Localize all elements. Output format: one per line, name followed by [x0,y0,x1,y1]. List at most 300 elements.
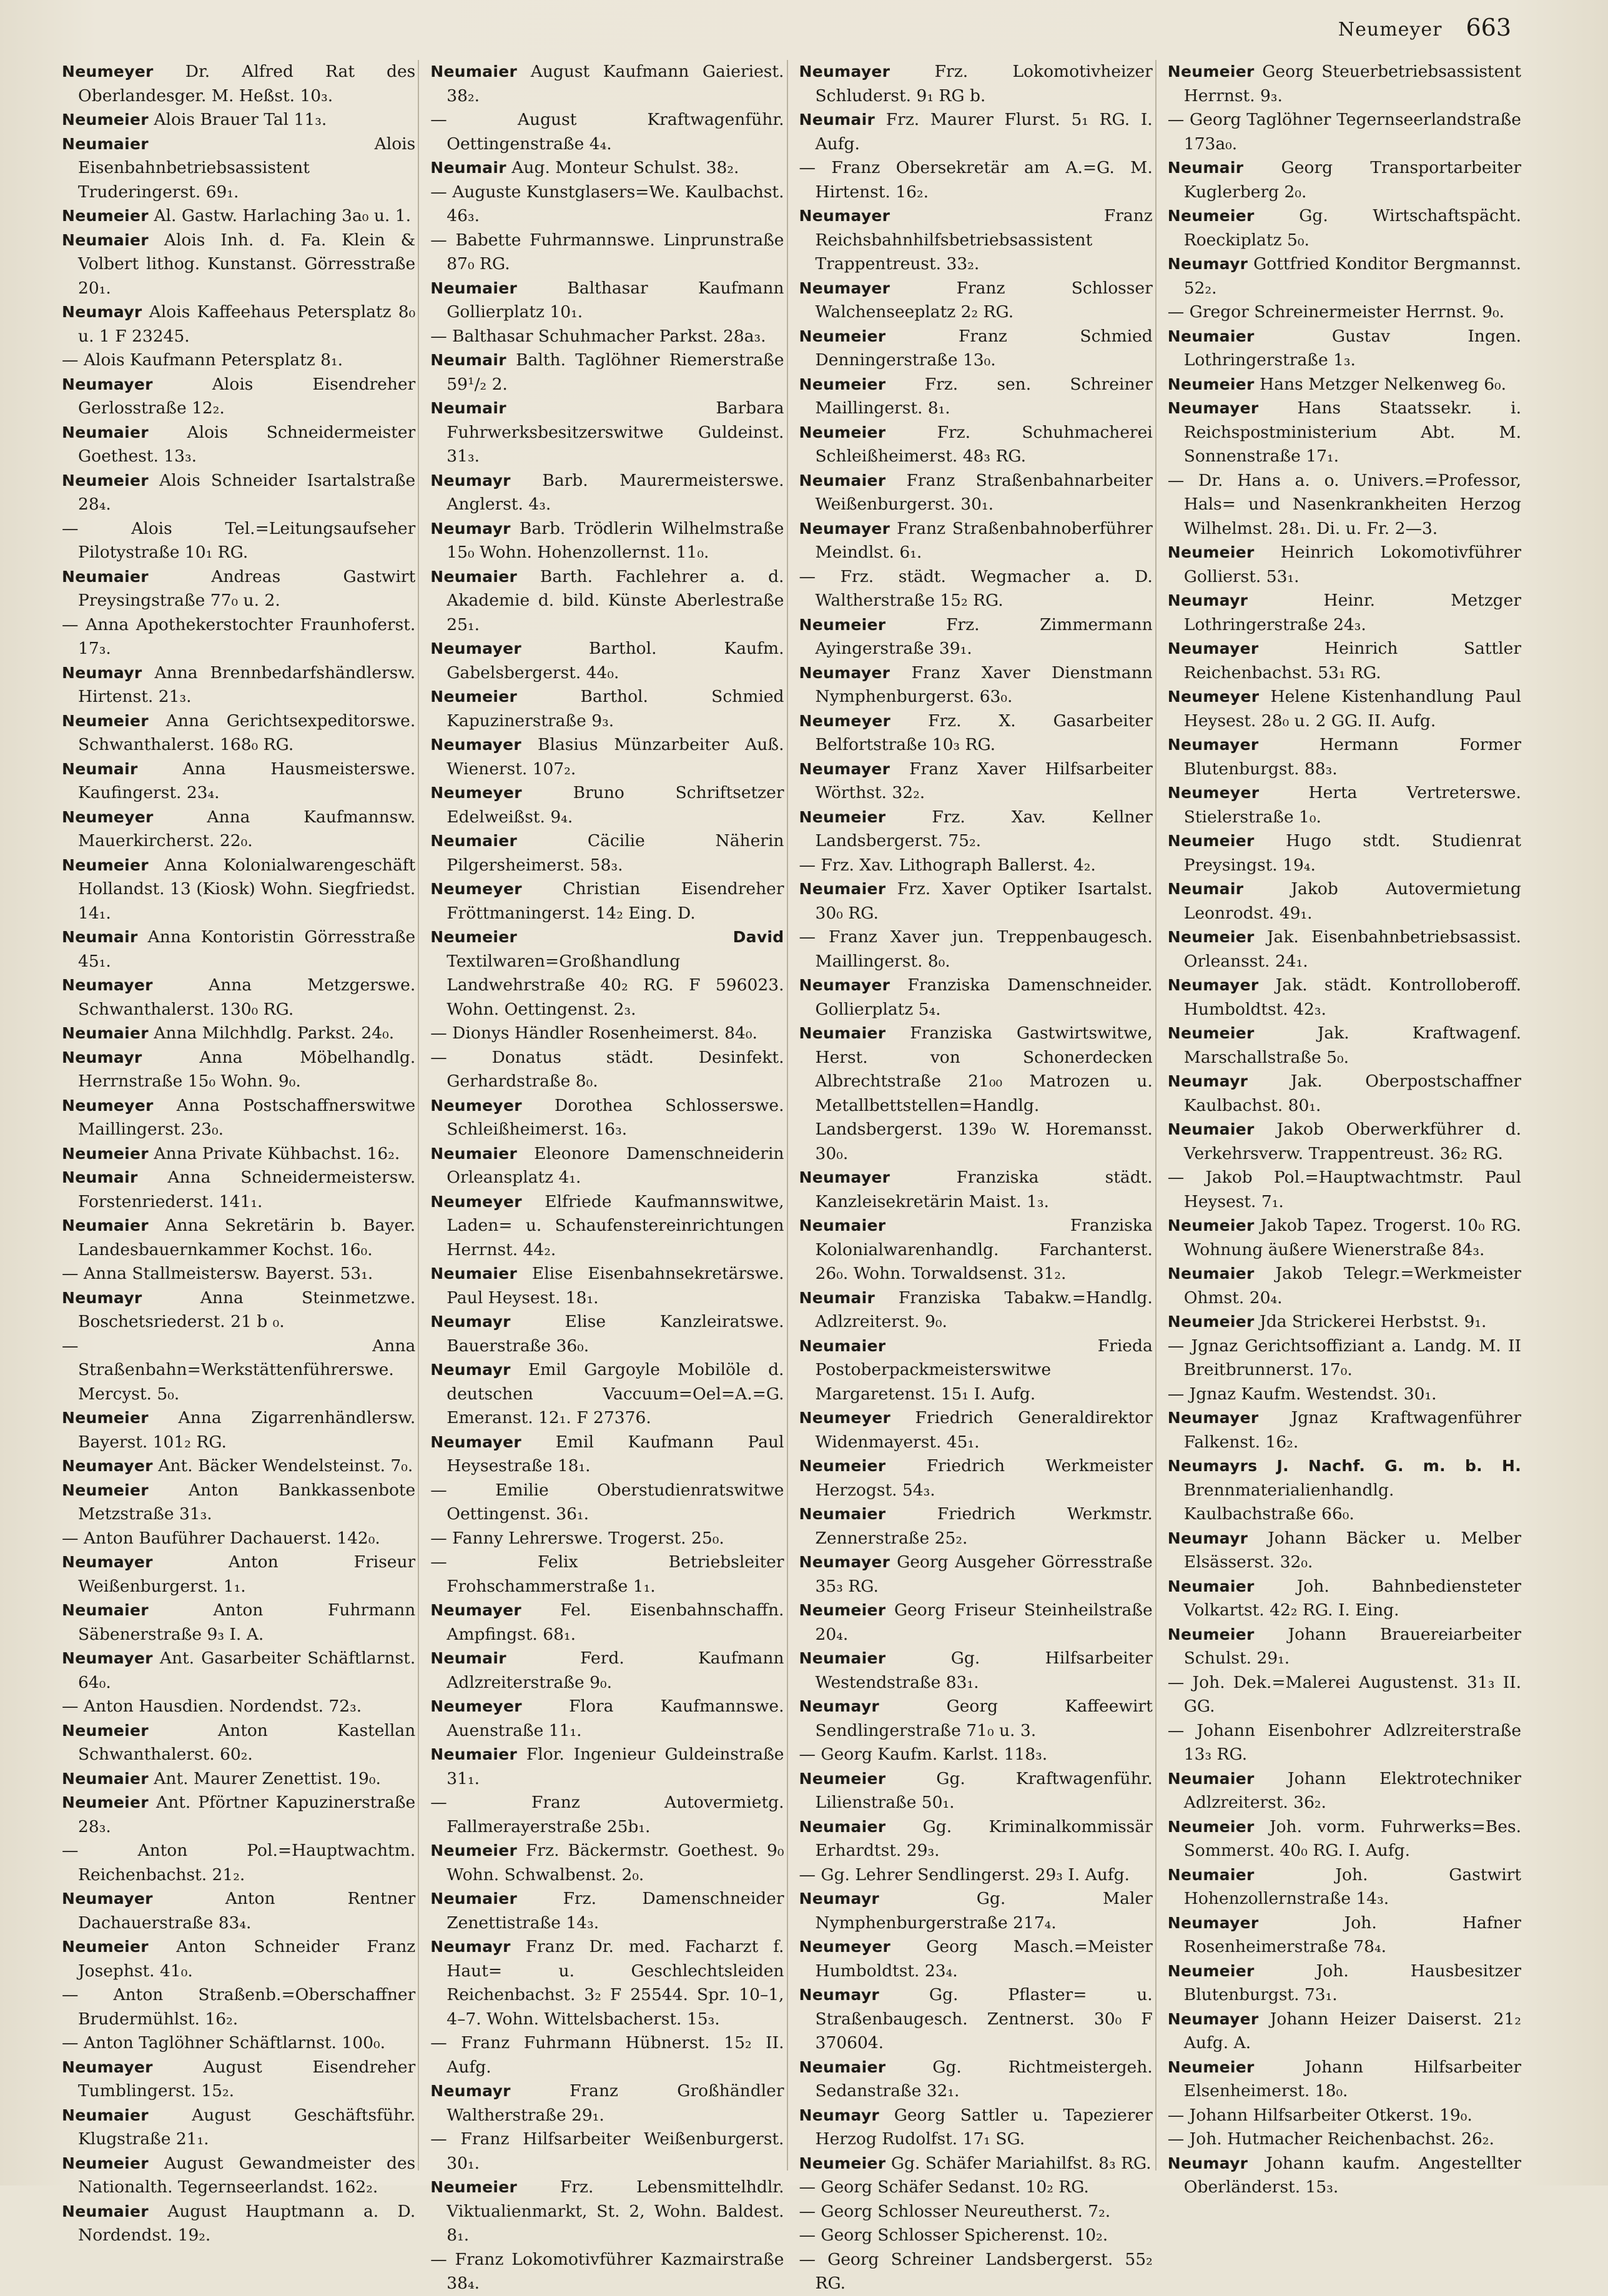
entry-details: — Franz Lokomotivführer Kazmairstraße 38₄. [430,2249,784,2293]
directory-entry [799,156,1153,204]
entry-surname: Neumayer [1167,2009,1259,2028]
entry-surname: Neumair [430,159,506,177]
entry-details: August Gewandmeister des Nationalth. Tegernseerlandst. 162₂. [78,2153,416,2197]
entry-surname: Neumayer [62,375,153,393]
directory-entry [799,1022,1153,1166]
directory-entry [430,469,784,517]
directory-entry [799,1502,1153,1550]
entry-surname: Neumaier [799,880,886,898]
entry-surname: Neumeier [1167,543,1255,561]
entry-surname: Neumaier [1167,1120,1255,1138]
directory-entry [430,156,784,180]
entry-surname: Neumaier [799,1216,886,1234]
entry-surname: Neumayr [430,2082,511,2100]
directory-entry [62,806,415,854]
entry-surname: Neumeier [1167,1817,1255,1836]
entry-details: Franz Dr. med. Facharzt f. Haut= u. Geschlechtsleiden Reichenbachst. 3₂ F 25544. Spr. 10–1, 4–7. Wohn. Wittelsbacherst. 15₃. [446,1937,784,2029]
entry-details: Friedrich Generaldirektor Widenmayerst. 45₁. [815,1408,1153,1452]
entry-details: — Babette Fuhrmannswe. Linprunstraße 87₀ RG. [430,230,784,273]
entry-details: Heinrich Lokomotivführer Gollierst. 53₁. [1183,543,1521,586]
entry-details: — Anna Stallmeistersw. Bayerst. 53₁. [62,1264,373,1283]
entry-details: Jakob Tapez. Trogerst. 10₀ RG. Wohnung äußere Wienerstraße 84₃. [1183,1216,1521,1259]
entry-surname: Neumeier [1167,1625,1255,1643]
directory-entry [62,300,415,348]
directory-entry [799,1983,1153,2056]
entry-surname: Neumayr [62,1288,142,1307]
entry-details: Joh. Hausbesitzer Blutenburgst. 73₁. [1183,1961,1521,2004]
entry-details: — Georg Kaufm. Karlst. 118₃. [799,1745,1048,1764]
entry-details: Franz Reichsbahnhilfsbetriebsassistent Trappentreust. 33₂. [815,206,1153,273]
directory-entry [62,1334,415,1407]
column-4 [1165,60,1524,2197]
directory-entry [430,397,784,469]
entry-details: August Kaufmann Gaieriest. 38₂. [446,62,784,106]
directory-entry [1168,1527,1521,1575]
entry-surname: Neumeier [62,711,149,730]
entry-surname: Neumaier [799,2057,886,2076]
entry-details: Emil Kaufmann Paul Heysestraße 18₁. [446,1432,784,1476]
entry-details: Flor. Ingenieur Guldeinstraße 31₁. [446,1745,784,1788]
directory-entry [430,180,784,229]
directory-entry [62,709,415,757]
directory-entry [62,108,415,132]
entry-details: Georg Kaffeewirt Sendlingerstraße 71₀ u. 3. [815,1697,1153,1740]
page-number: 663 [1466,14,1511,41]
entry-surname: Neumeier [1167,2057,1255,2076]
directory-entry [1168,2127,1521,2152]
entry-details: Aug. Monteur Schulst. 38₂. [511,158,739,177]
entry-surname: Neumayr [799,1890,880,1908]
entry-surname: Neumeyer [62,1096,154,1115]
entry-surname: Neumaier [430,1264,518,1283]
entry-details: Anton Schneider Franz Josephst. 41₀. [78,1937,416,1981]
directory-entry [1168,1671,1521,1719]
entry-details: Alois Eisendreher Gerlosstraße 12₂. [78,374,416,418]
entry-surname: Neumaier [430,1144,518,1163]
entry-details: — Gg. Lehrer Sendlingerst. 29₃ I. Aufg. [799,1865,1130,1885]
entry-details: Anna Sekretärin b. Bayer. Landesbauernkammer Kochst. 16₀. [78,1216,416,1259]
directory-entry [430,1094,784,1142]
entry-surname: Neumayer [430,1601,522,1619]
directory-entry [62,469,415,517]
entry-details: — Jakob Pol.=Hauptwachtmstr. Paul Heysest. 7₁. [1167,1168,1521,1211]
directory-entry [799,1815,1153,1863]
entry-details: Anna Kaufmannsw. Mauerkircherst. 22₀. [78,807,416,850]
entry-surname: Neumaier [430,1890,518,1908]
entry-details: Franz Schmied Denningerstraße 13₀. [815,326,1153,370]
entry-details: Frz. Schuhmacherei Schleißheimerst. 48₃ RG. [815,422,1153,466]
entry-details: Friedrich Werkmeister Herzogst. 54₃. [815,1456,1153,1500]
entry-details: — Georg Schlosser Spicherenst. 10₂. [799,2225,1108,2245]
entry-details: Cäcilie Näherin Pilgersheimerst. 58₃. [446,831,784,875]
entry-details: — Felix Betriebsleiter Frohschammerstraße 1₁. [430,1552,784,1596]
entry-details: Johann Bäcker u. Melber Elsässerst. 32₀. [1183,1528,1521,1572]
entry-surname: Neumaier [1167,327,1255,345]
directory-entry [1168,1863,1521,1911]
directory-entry [1168,1406,1521,1454]
entry-surname: Neumair [799,1288,876,1307]
directory-entry [799,1334,1153,1407]
entry-details: Georg Steuerbetriebsassistent Herrnst. 9₃. [1183,62,1521,106]
entry-surname: Neumayer [799,519,890,538]
entry-surname: Neumeyer [62,807,154,826]
directory-entry [799,1887,1153,1935]
entry-details: — Anton Bauführer Dachauerst. 142₀. [62,1528,380,1548]
entry-surname: Neumayr [430,1938,511,1956]
entry-surname: Neumeier David [430,928,784,946]
entry-surname: Neumeier [1167,375,1255,393]
entry-details: — Auguste Kunstglasers=We. Kaulbachst. 46₃. [430,182,784,225]
directory-entry [799,469,1153,517]
entry-surname: Neumayer [430,736,522,754]
directory-entry [430,1479,784,1527]
entry-details: Georg Ausgeher Görresstraße 35₃ RG. [815,1552,1153,1596]
directory-entry [62,1935,415,1983]
entry-details: Anna Milchhdlg. Parkst. 24₀. [154,1023,395,1043]
entry-surname: Neumair [430,351,506,369]
entry-surname: Neumeyer [799,1409,891,1427]
entry-surname: Neumaier [62,423,149,441]
directory-entry [1168,2008,1521,2056]
directory-entry [430,277,784,325]
entry-surname: Neumeier [799,423,886,441]
entry-details: Ant. Bäcker Wendelsteinst. 7₀. [158,1456,413,1476]
entry-details: Franz Xaver Dienstmann Nymphenburgerst. 63₀. [815,663,1153,706]
entry-details: Alois Kaffeehaus Petersplatz 8₀ u. 1 F 23245. [78,302,416,346]
entry-details: Gg. Richtmeistergeh. Sedanstraße 32₁. [815,2057,1153,2101]
entry-details: Jakob Autovermietung Leonrodst. 49₁. [1183,879,1521,923]
entry-surname: Neumayr [799,2106,880,2124]
directory-entry [430,1839,784,1887]
entry-surname: Neumayer [799,207,890,225]
directory-entry [62,348,415,373]
directory-entry [1168,397,1521,469]
directory-entry [430,325,784,349]
entry-surname: Neumeier [1167,1961,1255,1980]
directory-entry [1168,1623,1521,1671]
entry-details: Gg. Wirtschaftspächt. Roeckiplatz 5₀. [1183,206,1521,250]
entry-details: Joh. Gastwirt Hohenzollernstraße 14₃. [1183,1865,1521,1908]
directory-entry [799,854,1153,878]
directory-entry [430,1550,784,1599]
directory-entry [799,1454,1153,1502]
entry-details: Hermann Former Blutenburgst. 88₃. [1183,735,1521,779]
entry-surname: Neumeier [430,1841,518,1860]
entry-details: — Jgnaz Kaufm. Westendst. 30₁. [1167,1384,1437,1404]
entry-details: — Emilie Oberstudienratswitwe Oettingenst. 36₁. [430,1480,784,1524]
entry-details: Alois Schneidermeister Goethest. 13₃. [78,422,416,466]
directory-entry [799,1550,1153,1599]
entry-details: — Alois Kaufmann Petersplatz 8₁. [62,350,343,370]
entry-details: Alois Inh. d. Fa. Klein & Volbert lithog. Kunstanst. Görresstraße 20₁. [78,230,416,298]
directory-entry [799,1767,1153,1815]
entry-details: — Alois Tel.=Leitungsaufseher Pilotystraße 10₁ RG. [62,518,416,562]
directory-entry [1168,973,1521,1022]
entry-details: — Georg Schreiner Landsbergerst. 55₂ RG. [799,2249,1153,2293]
running-head: Neumeyer [1338,19,1443,41]
entry-surname: Neumeyer [430,1697,522,1715]
entry-details: Jgnaz Kraftwagenführer Falkenst. 16₂. [1183,1408,1521,1452]
entry-details: Barthol. Kaufm. Gabelsbergerst. 44₀. [446,639,784,682]
directory-entry [1168,877,1521,925]
entry-details: Fel. Eisenbahnschaffn. Ampfingst. 68₁. [446,1600,784,1644]
entry-details: — Franz Obersekretär am A.=G. M. Hirtenst. 16₂. [799,158,1153,202]
directory-entry [799,1286,1153,1334]
entry-surname: Neumayr [62,303,142,321]
directory-entry [62,2152,415,2200]
directory-entry [62,613,415,661]
entry-surname: Neumaier [62,230,149,249]
directory-entry [62,229,415,301]
entry-details: Balthasar Kaufmann Gollierplatz 10₁. [446,278,784,322]
entry-surname: Neumeier [62,2154,149,2172]
directory-entry [1168,1310,1521,1334]
entry-surname: Neumeyer [430,1192,522,1211]
directory-entry [62,1767,415,1791]
entry-surname: Neumayr [430,1313,511,1331]
directory-entry [799,613,1153,661]
directory-entry [62,1839,415,1887]
entry-details: Eleonore Damenschneiderin Orleansplatz 4₁. [446,1143,784,1187]
directory-entry [1168,2152,1521,2200]
directory-entry [62,1479,415,1527]
directory-entry [430,1647,784,1695]
directory-entry [1168,2104,1521,2128]
directory-entry [62,1214,415,1262]
entry-details: Georg Sattler u. Tapezierer Herzog Rudolfst. 17₁ SG. [815,2105,1153,2149]
entry-details: Franziska Tabakw.=Handlg. Adlzreiterst. 9₀. [815,1288,1153,1331]
entry-details: Anna Gerichtsexpeditorswe. Schwanthalerst. 168₀ RG. [78,711,416,754]
entry-surname: Neumayr [1167,1072,1248,1090]
entry-surname: Neumaier [62,1769,149,1788]
directory-entry [62,1286,415,1334]
entry-surname: Neumayr [62,1048,142,1067]
entry-details: Jak. Kraftwagenf. Marschallstraße 5₀. [1183,1023,1521,1067]
entry-details: Johann Elektrotechniker Adlzreiterst. 36₂. [1183,1768,1521,1812]
entry-details: Flora Kaufmannswe. Auenstraße 11₁. [446,1697,784,1740]
entry-details: Anna Steinmetzwe. Boschetsriederst. 21 b ₀. [78,1288,416,1331]
entry-details: Georg Masch.=Meister Humboldtst. 23₄. [815,1937,1153,1981]
entry-details: Frz. Xav. Kellner Landsbergerst. 75₂. [815,807,1153,850]
entry-details: Elise Eisenbahnsekretärswe. Paul Heysest. 18₁. [446,1264,784,1308]
entry-surname: Neumayer [430,639,522,658]
entry-details: Anna Private Kühbachst. 16₂. [154,1143,400,1163]
entry-details: Franz Schlosser Walchenseeplatz 2₂ RG. [815,278,1153,322]
entry-details: Barthol. Schmied Kapuzinerstraße 9₃. [446,687,784,731]
entry-surname: Neumaier [62,134,149,153]
directory-entry [1168,2056,1521,2104]
entry-details: Anna Brennbedarfshändlersw. Hirtenst. 21₃. [78,663,416,706]
directory-entry [1168,1815,1521,1863]
directory-entry [799,2104,1153,2152]
directory-entry [799,1743,1153,1767]
entry-surname: Neumeier [799,1601,886,1619]
directory-entry [62,661,415,709]
directory-entry [62,1887,415,1935]
entry-details: Hans Staatssekr. i. Reichspostministerium Abt. M. Sonnenstraße 17₁. [1183,398,1521,466]
entry-surname: Neumayer [799,976,890,994]
entry-surname: Neumayer [799,278,890,297]
directory-entry [799,2175,1153,2200]
entry-surname: Neumeier [799,327,886,345]
entry-details: — August Kraftwagenführ. Oettingenstraße 4₄. [430,110,784,154]
entry-surname: Neumeier [799,1769,886,1788]
entry-surname: Neumeier [1167,928,1255,946]
entry-details: Gg. Hilfsarbeiter Westendstraße 83₁. [815,1648,1153,1692]
entry-details: Frz. Zimmermann Ayingerstraße 39₁. [815,614,1153,658]
entry-surname: Neumeyer [1167,784,1260,802]
directory-entry [799,2152,1153,2176]
entry-details: — Balthasar Schuhmacher Parkst. 28a₃. [430,326,766,346]
directory-entry [62,1046,415,1094]
entry-details: Alois Schneider Isartalstraße 28₄. [78,470,416,514]
directory-entry [430,1358,784,1431]
entry-details: Anton Kastellan Schwanthalerst. 60₂. [78,1720,416,1764]
entry-details: Frz. Damenschneider Zenettistraße 14₃. [446,1889,784,1933]
entry-details: Johann Hilfsarbeiter Elsenheimerst. 18₀. [1183,2057,1521,2101]
entry-details: Franz Xaver Hilfsarbeiter Wörthst. 32₂. [815,759,1153,802]
entry-surname: Neumayer [62,2057,153,2076]
directory-entry [430,1935,784,2031]
entry-details: — Johann Eisenbohrer Adlzreiterstraße 13₃ RG. [1167,1720,1521,1764]
directory-entry [62,1719,415,1767]
entry-details: Gottfried Konditor Bergmannst. 52₂. [1183,254,1521,298]
directory-entry [430,877,784,925]
entry-surname: Neumaier [799,1649,886,1667]
directory-entry [430,108,784,156]
directory-entry [430,1887,784,1935]
directory-entry [430,829,784,877]
entry-details: — Georg Schäfer Sedanst. 10₂ RG. [799,2177,1089,2197]
entry-details: — Georg Taglöhner Tegernseerlandstraße 173a₀. [1167,110,1521,154]
entry-details: — Frz. städt. Wegmacher a. D. Waltherstraße 15₂ RG. [799,566,1153,610]
entry-details: — Gregor Schreinermeister Herrnst. 9₀. [1167,302,1505,322]
entry-surname: Neumeier [1167,1024,1255,1042]
entry-surname: Neumeier [1167,62,1255,81]
entry-surname: Neumayer [62,1890,153,1908]
entry-details: Georg Transportarbeiter Kuglerberg 2₀. [1183,158,1521,202]
directory-entry [799,108,1153,156]
entry-details: — Joh. Dek.=Malerei Augustenst. 31₃ II. GG. [1167,1672,1521,1716]
directory-entry [430,1527,784,1551]
directory-entry [430,565,784,638]
directory-entry [430,781,784,829]
directory-entry [62,2200,415,2248]
directory-entry [62,1142,415,1166]
entry-surname: Neumeyer [799,1938,891,1956]
entry-surname: Neumeier [799,1457,886,1475]
entry-surname: Neumayr [799,1697,880,1715]
directory-entry [430,1743,784,1791]
entry-surname: Neumair [1167,880,1244,898]
entry-surname: Neumaier [62,2202,149,2220]
entry-details: Franz Großhändler Waltherstraße 29₁. [446,2081,784,2125]
entry-details: Frz. Xaver Optiker Isartalst. 30₀ RG. [815,879,1153,923]
entry-surname: Neumayr [1167,591,1248,609]
entry-surname: Neumayr [1167,255,1248,273]
entry-details: Frieda Postoberpackmeisterswitwe Margaretenst. 15₁ I. Aufg. [815,1336,1153,1404]
directory-entry [62,925,415,973]
directory-entry [1168,925,1521,973]
directory-entry [799,661,1153,709]
directory-entry [1168,300,1521,325]
directory-entry [799,2224,1153,2248]
entry-surname: Neumaier [799,1817,886,1836]
directory-entry [430,1310,784,1358]
entry-details: Frz. X. Gasarbeiter Belfortstraße 10₃ RG. [815,711,1153,754]
directory-entry [62,517,415,565]
entry-details: Anna Kontoristin Görresstraße 45₁. [78,927,416,971]
entry-surname: Neumair [430,1649,506,1667]
entry-surname: Neumair [62,759,138,778]
directory-entry [1168,60,1521,108]
entry-surname: Neumeier [62,111,149,129]
directory-entry [799,2200,1153,2224]
directory-entry [799,1214,1153,1286]
entry-details: Andreas Gastwirt Preysingstraße 77₀ u. 2. [78,566,416,610]
entry-details: Heinrich Sattler Reichenbachst. 53₁ RG. [1183,639,1521,682]
directory-columns [59,60,1524,2293]
directory-entry [1168,1767,1521,1815]
directory-entry [62,1550,415,1599]
entry-details: Helene Kistenhandlung Paul Heysest. 28₀ u. 2 GG. II. Aufg. [1183,687,1521,731]
directory-entry [62,1022,415,1046]
entry-surname: Neumeyer [62,62,154,81]
directory-entry [430,1695,784,1743]
entry-details: — Joh. Hutmacher Reichenbachst. 26₂. [1167,2129,1494,2149]
entry-details: Hans Metzger Nelkenweg 6₀. [1260,374,1507,394]
directory-entry [1168,325,1521,373]
directory-entry [62,854,415,926]
entry-details: Georg Friseur Steinheilstraße 20₄. [815,1600,1153,1644]
entry-surname: Neumaier [1167,1264,1255,1283]
entry-details: — Anton Hausdien. Nordendst. 72₃. [62,1697,362,1716]
entry-surname: Neumeier [62,855,149,874]
entry-details: Alois Brauer Tal 11₃. [154,110,327,129]
entry-details: Jak. Oberpostschaffner Kaulbachst. 80₁. [1183,1072,1521,1115]
entry-surname: Neumeyer [430,880,522,898]
directory-entry [1168,1118,1521,1166]
directory-entry [1168,781,1521,829]
entry-surname: Neumaier [430,832,518,850]
entry-surname: Neumair [62,1168,138,1186]
entry-surname: Neumaier [1167,1769,1255,1788]
entry-surname: Neumayer [799,759,890,778]
entry-details: — Dr. Hans a. o. Univers.=Professor, Hals= und Nasenkrankheiten Herzog Wilhelmst. 28₁. Di. u. Fr. 2—3. [1167,470,1521,538]
directory-entry [799,1599,1153,1647]
directory-entry [1168,829,1521,877]
entry-details: August Eisendreher Tumblingerst. 15₂. [78,2057,416,2101]
entry-details: Anton Bankkassenbote Metzstraße 31₃. [78,1480,416,1524]
entry-surname: Neumeyer [1167,687,1260,706]
entry-surname: Neumayrs J. Nachf. G. m. b. H. [1167,1457,1521,1475]
entry-details: Anton Friseur Weißenburgerst. 1₁. [78,1552,416,1596]
directory-entry [430,348,784,397]
directory-entry [1168,373,1521,397]
directory-entry [430,1046,784,1094]
directory-entry [799,517,1153,565]
entry-details: Franziska Damenschneider. Gollierplatz 5₄. [815,975,1153,1019]
entry-details: Dorothea Schlosserswe. Schleißheimerst. 16₃. [446,1095,784,1139]
directory-entry [62,1094,415,1142]
entry-details: Blasius Münzarbeiter Auß. Wienerst. 107₂. [446,735,784,779]
directory-entry [1168,685,1521,733]
directory-entry [62,204,415,229]
directory-entry [62,1166,415,1214]
entry-surname: Neumaier [430,1745,518,1763]
directory-entry [430,2127,784,2175]
directory-entry [430,733,784,781]
